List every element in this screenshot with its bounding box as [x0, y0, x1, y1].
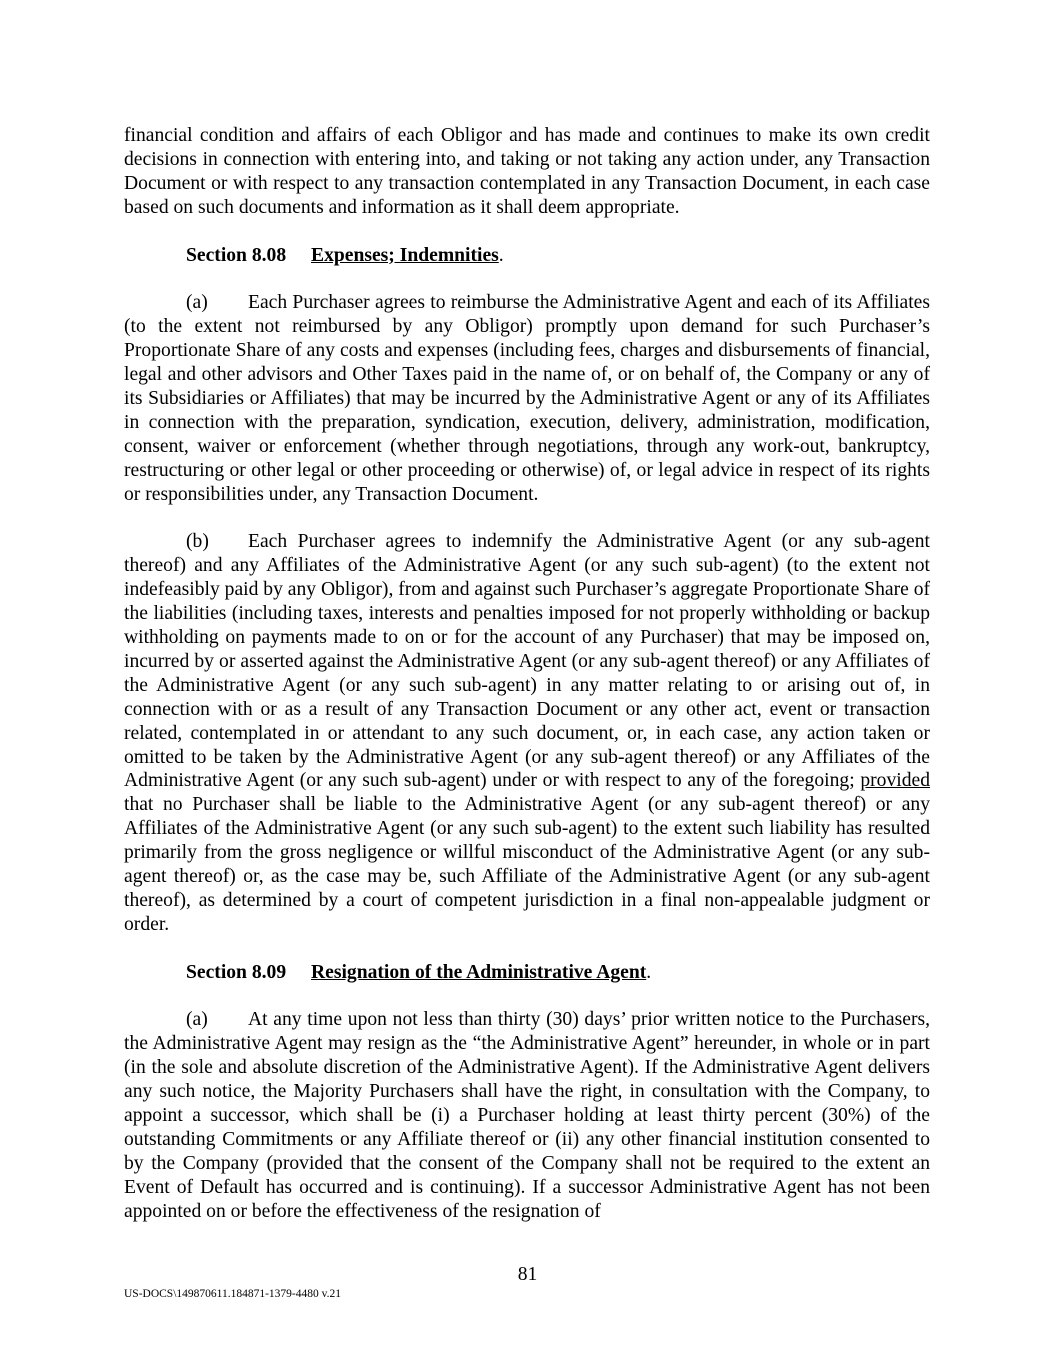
document-id: US-DOCS\149870611.184871-1379-4480 v.21	[124, 1288, 342, 1300]
section-number: Section 8.08	[186, 244, 287, 266]
section-8-08-heading	[124, 244, 930, 268]
section-8-08-a-paragraph	[124, 291, 930, 506]
heading-punctuation: .	[498, 244, 504, 266]
section-number: Section 8.09	[186, 961, 287, 983]
paragraph-text: Each Purchaser agrees to reimburse the Administrative Agent and each of its Affiliates (to the extent not reimbursed by any Obligor) promptly upon demand for such Purchaser’s Proportionate Share of any costs and expenses (including fees, charges and disbursements of financial, legal and other advisors and Other Taxes paid in the name of, or on behalf of, the Company or any of its Subsidiaries or Affiliates) that may be incurred by the Administrative Agent or any of its Affiliates in connection with the preparation, syndication, execution, delivery, administration, modification, consent, waiver or enforcement (whether through negotiations, through any work-out, bankruptcy, restructuring or other legal or other proceeding or otherwise) of, or legal advice in respect of its rights or responsibilities under, any Transaction Document.	[124, 292, 930, 505]
section-title: Expenses; Indemnities	[311, 244, 499, 266]
heading-punctuation: .	[646, 961, 652, 983]
section-8-08-b-paragraph	[124, 530, 930, 936]
provided-term: provided	[860, 770, 930, 792]
paragraph-text: Each Purchaser agrees to indemnify the Administrative Agent (or any sub-agent thereof) and any Affiliates of the Administrative Agent (or any such sub-agent) (to the extent not indefeasibly paid by any Obligor), from and against such Purchaser’s aggregate Proportionate Share of the liabilities (including taxes, interests and penalties imposed for not properly withholding or backup withholding on payments made to on or for the account of any Purchaser) that may be imposed on, incurred by or asserted against the Administrative Agent (or any sub-agent thereof) or any Affiliates of the Administrative Agent (or any such sub-agent) in any matter relating to or arising out of, in connection with or as a result of any Transaction Document or any other act, event or transaction related, contemplated in or attendant to any such document, or, in each case, any action taken or omitted to be taken by the Administrative Agent (or any sub-agent thereof) or any Affiliates of the Administrative Agent (or any such sub-agent) under or with respect to any of the foregoing;	[124, 531, 931, 792]
item-label: (a)	[186, 1009, 208, 1031]
intro-paragraph: financial condition and affairs of each Obligor and has made and continues to make its own credit decisions in connection with entering into, and taking or not taking any action under, any Transaction Document or with respect to any transaction contemplated in any Transaction Document, in each case based on such documents and information as it shall deem appropriate.	[124, 125, 930, 218]
item-label: (a)	[186, 292, 208, 314]
paragraph-text: At any time upon not less than thirty (30) days’ prior written notice to the Purchasers, the Administrative Agent may resign as the “the Administrative Agent” hereunder, in whole or in part (in the sole and absolute discretion of the Administrative Agent). If the Administrative Agent delivers any such notice, the Majority Purchasers shall have the right, in consultation with the Company, to appoint a successor, which shall be (i) a Purchaser holding at least thirty percent (30%) of the outstanding Commitments or any Affiliate thereof or (ii) any other financial institution consented to by the Company (provided that the consent of the Company shall not be required to the extent an Event of Default has occurred and is continuing). If a successor Administrative Agent has not been appointed on or before the effectiveness of the resignation of	[124, 1009, 930, 1222]
document-page	[124, 124, 930, 1224]
section-8-09-heading	[124, 961, 930, 985]
item-label: (b)	[186, 531, 209, 553]
page-number: 81	[517, 1264, 538, 1285]
paragraph-text: that no Purchaser shall be liable to the Administrative Agent (or any sub-agent thereof) or any Affiliates of the Administrative Agent (or any such sub-agent) to the extent such liability has resulted primarily from the gross negligence or willful misconduct of the Administrative Agent (or any sub-agent thereof) or, as the case may be, such Affiliate of the Administrative Agent (or any sub-agent thereof), as determined by a court of competent jurisdiction in a final non-appealable judgment or order.	[124, 794, 930, 935]
section-8-09-a-paragraph	[124, 1008, 930, 1223]
section-title: Resignation of the Administrative Agent	[311, 961, 647, 983]
